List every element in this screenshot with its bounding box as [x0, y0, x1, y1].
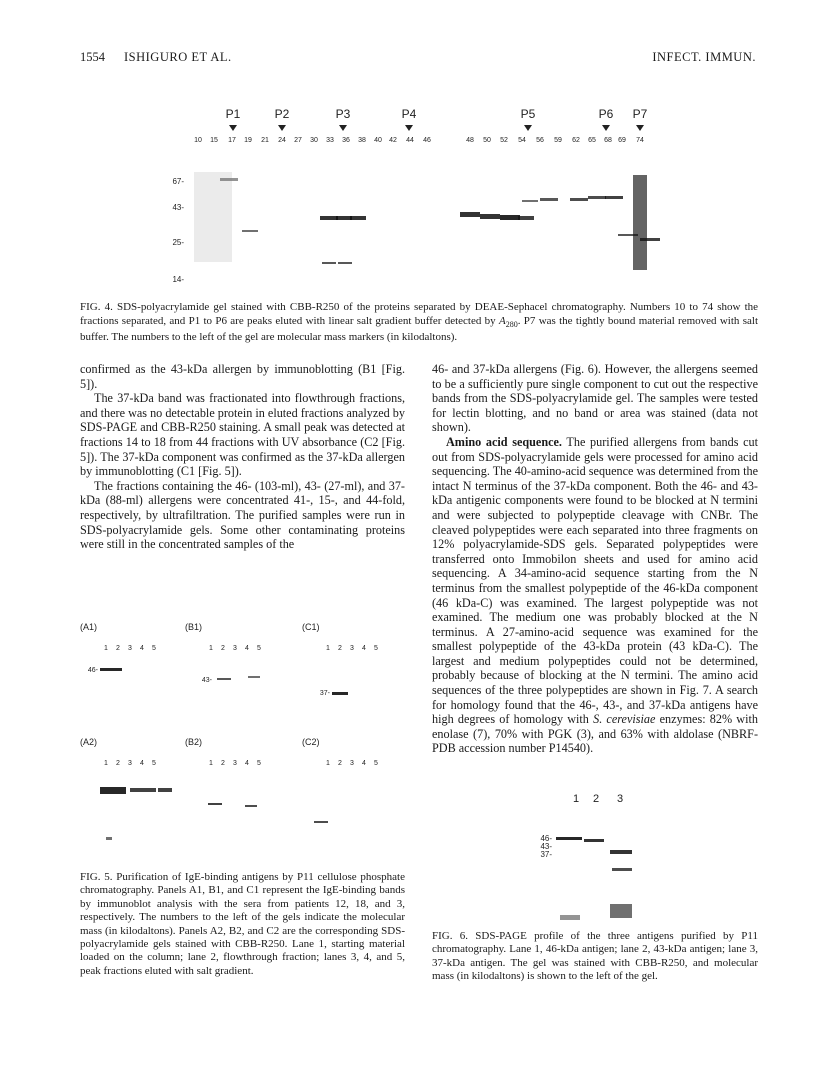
- fraction-label: 44: [406, 137, 414, 144]
- lane-number: 2: [338, 645, 342, 652]
- fraction-label: 30: [310, 137, 318, 144]
- gel-band: [610, 850, 632, 854]
- figure-4-caption-text-2: . P7 was the tightly bound material removed with salt buffer. The numbers to the left of the gel are molecular mass markers (in kilodaltons).: [80, 314, 758, 344]
- lane-number: 2: [116, 645, 120, 652]
- gel-band: [460, 212, 480, 217]
- gel-band: [588, 196, 606, 199]
- mw-marker-37: 37-: [319, 690, 330, 697]
- peak-arrow-icon: [229, 125, 237, 131]
- gel-band: [144, 788, 156, 792]
- gel-band: [480, 214, 500, 219]
- fraction-label: 27: [294, 137, 302, 144]
- lane-label-3: 3: [616, 793, 624, 805]
- gel-band: [560, 915, 580, 920]
- right-column: [432, 362, 758, 756]
- lane-number: 4: [362, 760, 366, 767]
- lane-number: 2: [116, 760, 120, 767]
- lane-number: 1: [326, 645, 330, 652]
- lane-number: 5: [257, 760, 261, 767]
- figure-4-caption-text-1: SDS-polyacrylamide gel stained with CBB-R250 of the proteins separated by DEAE-Sephacel chromatography. Numbers 10 to 74 show the fractions separated, and P1 to P6 are peaks eluted with linear salt gradient buffer detected by: [80, 301, 759, 327]
- mw-marker-14: 14-: [172, 275, 184, 284]
- gel-band: [612, 868, 632, 871]
- fraction-label: 54: [518, 137, 526, 144]
- fraction-label: 10: [194, 137, 202, 144]
- peak-arrow-icon: [339, 125, 347, 131]
- figure-5-panels: [80, 620, 410, 860]
- lane-number: 1: [104, 645, 108, 652]
- gel-band: [242, 230, 258, 232]
- figure-6-caption: [432, 930, 758, 984]
- left-paragraph-1: confirmed as the 43-kDa allergen by immunoblotting (B1 [Fig. 5]).: [80, 362, 405, 391]
- peak-label-p6: P6: [598, 107, 614, 121]
- lane-number: 2: [221, 760, 225, 767]
- gel-band: [158, 788, 172, 792]
- lane-number: 4: [140, 645, 144, 652]
- mw-marker-37: 37-: [540, 850, 552, 859]
- gel-band: [522, 200, 538, 202]
- peak-label-p1: P1: [225, 107, 241, 121]
- gel-band: [106, 837, 112, 840]
- panel-label-b2: (B2): [185, 737, 203, 747]
- figure-4-svg: [150, 100, 710, 290]
- mw-marker-43: 43-: [172, 203, 184, 212]
- fraction-label: 65: [588, 137, 596, 144]
- fraction-label: 19: [244, 137, 252, 144]
- figure-6-caption-label: FIG. 6.: [432, 930, 468, 942]
- gel-band: [130, 788, 144, 792]
- right-paragraph-2-text-a: The purified allergens from bands cut out from SDS-polyacrylamide gels were processed for amino acid sequencing. The 40-amino-acid sequence was determined from the intact N terminus of the 37-kDa component. Both the 46- and 43-kDa antigenic components were found to be blocked at N termini and were subjected to polypeptide cleavage with CNBr. The cleaved polypeptides were each separated into three fragments on 12% polyacrylamide-SDS gels. Separated polypeptides were transferred onto Immobilon sheets and used for amino acid sequencing. A 34-amino-acid sequence starting from the N terminus from the smallest polypeptide of the 46-kDa component (46 kDa-C) was examined. The largest polypeptide was not examined. The medium one was probably blocked at the N terminus. A 27-amino-acid sequence was examined for the smallest polypeptide of the 43-kDa protein (43 kDa-C). The largest and medium polypeptides could not be determined, probably because of blocking at the N termini. The amino acid sequences of the three polypeptides are shown in Fig. 7. A search for homology found that the 46-, 43-, and 37-kDa antigens have high degrees of homology with: [432, 434, 759, 727]
- gel-band: [570, 198, 588, 201]
- lane-number: 3: [128, 760, 132, 767]
- fraction-label: 38: [358, 137, 366, 144]
- figure-5-caption-label: FIG. 5.: [80, 871, 113, 883]
- panel-label-a1: (A1): [80, 622, 98, 632]
- lane-number: 1: [104, 760, 108, 767]
- lane-number: 4: [245, 760, 249, 767]
- peak-arrow-icon: [524, 125, 532, 131]
- gel-band: [338, 262, 352, 264]
- gel-bands: [194, 172, 660, 270]
- mw-marker-43: 43-: [540, 842, 552, 851]
- gel-band: [605, 196, 623, 199]
- figure-5-caption: [80, 871, 405, 978]
- fraction-label: 17: [228, 137, 236, 144]
- figure-4-caption-label: FIG. 4.: [80, 301, 113, 313]
- page-number: 1554: [80, 50, 105, 64]
- figure-4-caption: [80, 301, 758, 345]
- gel-smear: [194, 172, 232, 262]
- peak-arrow-icon: [405, 125, 413, 131]
- fraction-label: 46: [423, 137, 431, 144]
- lane-number: 1: [209, 645, 213, 652]
- fraction-label: 62: [572, 137, 580, 144]
- lane-number: 4: [362, 645, 366, 652]
- fraction-label: 69: [618, 137, 626, 144]
- figure-4-caption-a: A: [498, 314, 506, 327]
- fraction-label: 52: [500, 137, 508, 144]
- running-header: [80, 50, 756, 68]
- fraction-label: 59: [554, 137, 562, 144]
- mw-marker-43: 43-: [201, 677, 212, 684]
- figure-4-caption-a-sub: 280: [505, 319, 518, 329]
- left-paragraph-2: The 37-kDa band was fractionated into flowthrough fractions, and there was no detectable protein in eluted fractions analyzed by SDS-PAGE and CBB-R250 staining. A small peak was detected at fractions 14 to 18 from 44 fractions with UV absorbance (C2 [Fig. 5]). The 37-kDa component was confirmed as the 37-kDa allergen by immunoblotting (C1 [Fig. 5]).: [80, 391, 405, 479]
- left-column: [80, 362, 405, 552]
- gel-band: [518, 216, 534, 220]
- fraction-label: 68: [604, 137, 612, 144]
- lane-number: 3: [128, 645, 132, 652]
- gel-band: [584, 839, 604, 842]
- peak-arrow-icon: [636, 125, 644, 131]
- fraction-label: 40: [374, 137, 382, 144]
- figure-4-gel: [150, 100, 710, 290]
- gel-band: [100, 668, 122, 671]
- mw-marker-25: 25-: [172, 238, 184, 247]
- gel-band: [336, 216, 352, 220]
- gel-band: [100, 787, 126, 794]
- lane-number: 3: [350, 645, 354, 652]
- fraction-label: 48: [466, 137, 474, 144]
- mw-marker-46: 46-: [540, 834, 552, 843]
- lane-number: 5: [374, 760, 378, 767]
- peak-arrow-icon: [278, 125, 286, 131]
- right-paragraph-2-text-b: enzymes: 82% with enolase (7), 70% with PGK (3), and 63% with aldolase (NBRF-PDB accession number P14540).: [432, 712, 758, 756]
- peak-label-p5: P5: [520, 107, 536, 121]
- lane-number: 1: [326, 760, 330, 767]
- journal-name: INFECT. IMMUN.: [652, 50, 756, 64]
- mw-marker-46: 46-: [87, 667, 98, 674]
- lane-number: 5: [374, 645, 378, 652]
- gel-band: [556, 837, 582, 840]
- panel-label-c2: (C2): [302, 737, 320, 747]
- fraction-label: 56: [536, 137, 544, 144]
- gel-band: [248, 676, 260, 678]
- lane-number: 1: [209, 760, 213, 767]
- fraction-label: 74: [636, 137, 644, 144]
- species-name: S. cerevisiae: [593, 712, 656, 727]
- fraction-label: 15: [210, 137, 218, 144]
- panel-label-a2: (A2): [80, 737, 98, 747]
- fraction-label: 33: [326, 137, 334, 144]
- panel-label-c1: (C1): [302, 622, 320, 632]
- left-paragraph-3: The fractions containing the 46- (103-ml), 43- (27-ml), and 37-kDa (88-ml) allergens were concentrated 41-, 15-, and 44-fold, respectively, by ultrafiltration. The purified samples were run in SDS-polyacrylamide gels. Some other contaminating proteins were still in the concentrated samples of the: [80, 478, 405, 552]
- peak-label-p4: P4: [401, 107, 417, 121]
- lane-number: 2: [221, 645, 225, 652]
- fraction-label: 42: [389, 137, 397, 144]
- lane-number: 4: [245, 645, 249, 652]
- lane-number: 3: [233, 760, 237, 767]
- gel-band: [540, 198, 558, 201]
- fraction-label: 50: [483, 137, 491, 144]
- figure-6-caption-text: SDS-PAGE profile of the three antigens purified by P11 chromatography. Lane 1, 46-kDa antigen; lane 2, 43-kDa antigen; lane 3, 37-kDa antigen. The gel was stained with CBB-R250, and molecular mass (in kilodaltons) is shown to the left of the gel.: [432, 930, 759, 983]
- gel-smear: [633, 175, 647, 270]
- lane-number: 5: [152, 760, 156, 767]
- gel-band: [314, 821, 328, 823]
- section-heading-amino-acid-sequence: Amino acid sequence.: [446, 434, 562, 449]
- gel-band: [217, 678, 231, 680]
- fraction-label: 24: [278, 137, 286, 144]
- figure-6-gel: [530, 790, 660, 925]
- lane-number: 5: [257, 645, 261, 652]
- lane-number: 3: [233, 645, 237, 652]
- gel-band: [500, 215, 520, 220]
- mw-marker-67: 67-: [172, 177, 184, 186]
- lane-number: 3: [350, 760, 354, 767]
- peak-label-p7: P7: [632, 107, 648, 121]
- running-authors: ISHIGURO ET AL.: [124, 50, 232, 64]
- gel-band: [350, 216, 366, 220]
- fraction-label: 21: [261, 137, 269, 144]
- gel-band: [208, 803, 222, 805]
- lane-label-1: 1: [572, 793, 580, 805]
- gel-band: [245, 805, 257, 807]
- fraction-label: 36: [342, 137, 350, 144]
- figure-5-svg: [80, 620, 410, 860]
- right-paragraph-2: [432, 435, 758, 756]
- peak-label-p2: P2: [274, 107, 290, 121]
- lane-label-2: 2: [592, 793, 600, 805]
- lane-number: 2: [338, 760, 342, 767]
- peak-arrow-icon: [602, 125, 610, 131]
- right-paragraph-1: 46- and 37-kDa allergens (Fig. 6). However, the allergens seemed to be a sufficiently pure single component to cut out the respective bands from the SDS-polyacrylamide gel. The samples were tested for lectin blotting, and no band or area was stained (data not shown).: [432, 362, 758, 435]
- gel-band: [332, 692, 348, 695]
- lane-number: 5: [152, 645, 156, 652]
- figure-5-caption-text: Purification of IgE-binding antigens by P11 cellulose phosphate chromatography. Panels A1, B1, and C1 represent the IgE-binding bands by immunoblot analysis with the sera from patients 12, 18, and 3, respectively. The numbers to the left of the gels indicate the molecular mass (in kilodaltons). Panels A2, B2, and C2 are the corresponding SDS-polyacrylamide gels stained with CBB-R250. Lane 1, starting material loaded on the column; lane 2, flowthrough fraction; lanes 3, 4, and 5, peak fractions eluted with salt gradient.: [80, 871, 405, 977]
- gel-band: [610, 904, 632, 918]
- gel-band: [322, 262, 336, 264]
- peak-label-p3: P3: [335, 107, 351, 121]
- panel-label-b1: (B1): [185, 622, 203, 632]
- gel-band: [320, 216, 338, 220]
- lane-number: 4: [140, 760, 144, 767]
- figure-6-svg: [530, 790, 660, 925]
